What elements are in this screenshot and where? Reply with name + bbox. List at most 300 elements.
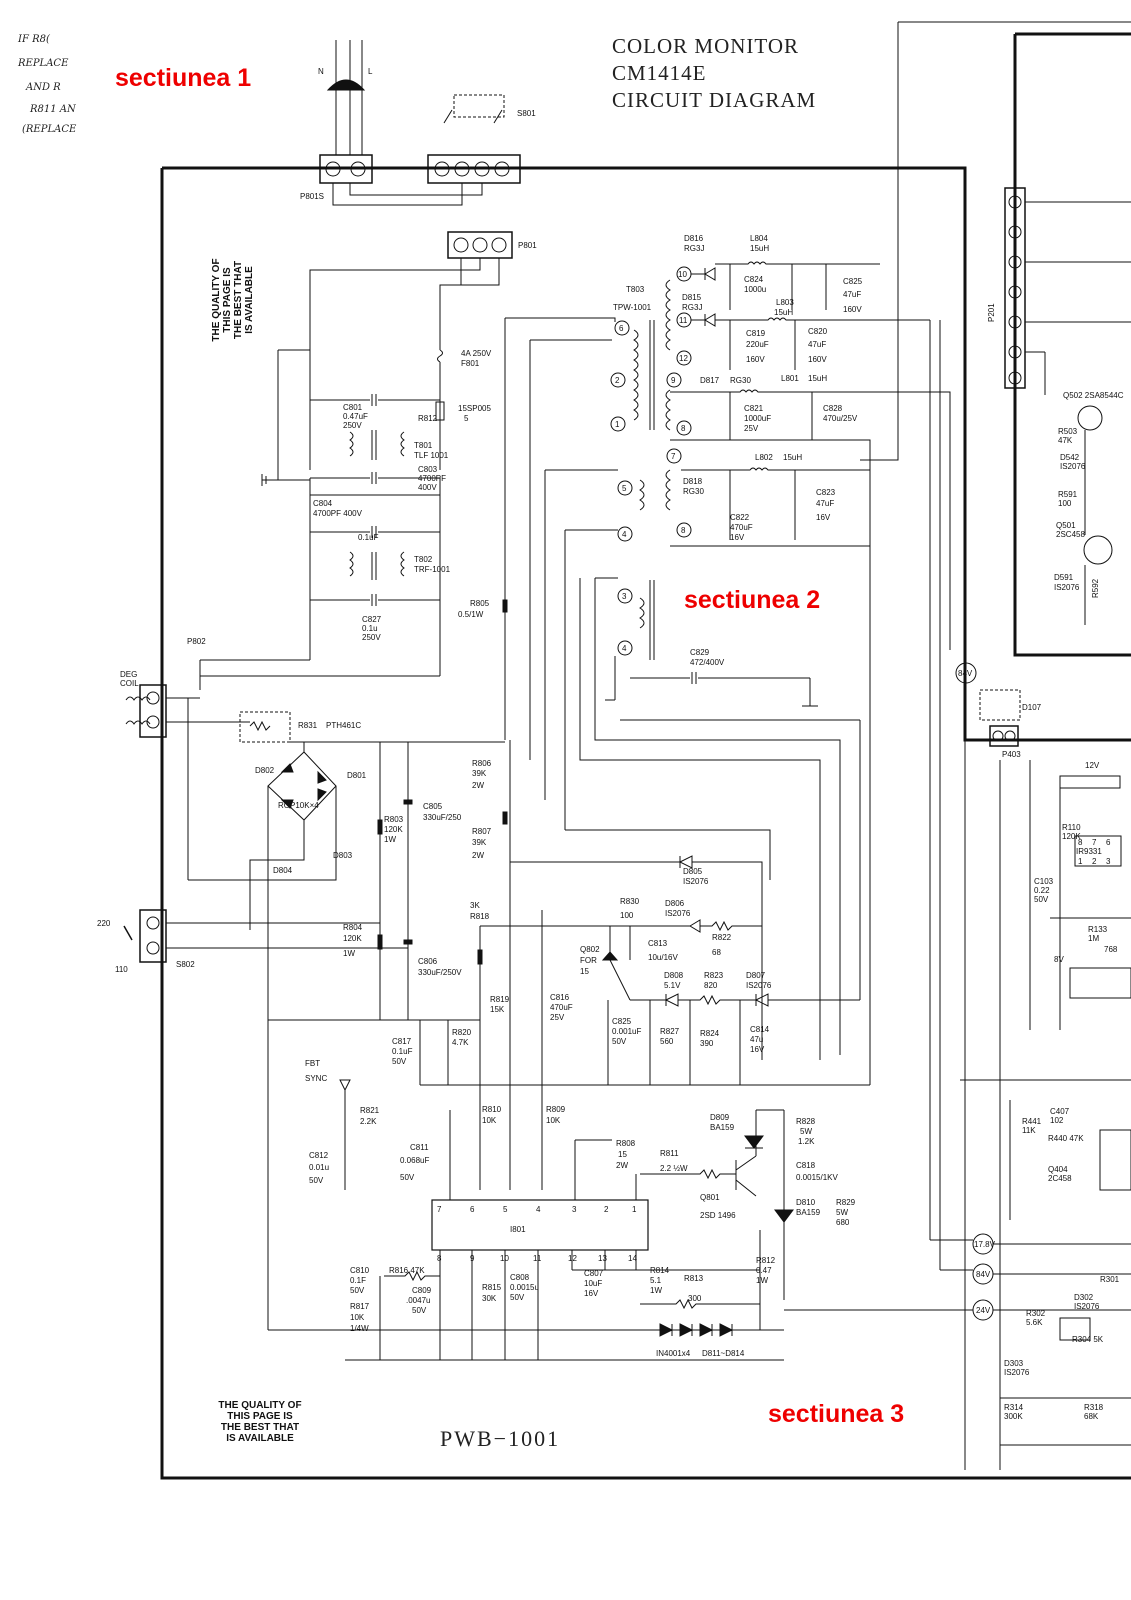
r818-value: 3K xyxy=(470,901,480,910)
t802-part: TRF-1001 xyxy=(414,565,451,574)
q801-part: 2SD 1496 xyxy=(700,1211,736,1220)
c807-voltage: 16V xyxy=(584,1289,599,1298)
r817-value: 10K xyxy=(350,1313,365,1322)
q404-ref: Q404 xyxy=(1048,1165,1068,1174)
t803-pin-5: 5 xyxy=(622,484,627,493)
r813-value: 300 xyxy=(688,1294,702,1303)
c803-voltage: 400V xyxy=(418,483,437,492)
c824-ref: C824 xyxy=(744,275,764,284)
c814-ref: C814 xyxy=(750,1025,770,1034)
ic331-part: IR9331 xyxy=(1076,847,1102,856)
c825b-ref: C825 xyxy=(612,1017,632,1026)
c820-voltage: 160V xyxy=(808,355,827,364)
r803-power: 1W xyxy=(384,835,396,844)
l804-value: 15uH xyxy=(750,244,770,253)
i801-pin-5: 5 xyxy=(503,1205,508,1214)
r817-power: 1/4W xyxy=(350,1324,369,1333)
c811-ref: C811 xyxy=(410,1143,429,1152)
d808-value: 5.1V xyxy=(664,981,681,990)
c803-ref: C803 xyxy=(418,465,438,474)
c828-ref: C828 xyxy=(823,404,843,413)
c828-value: 470u/25V xyxy=(823,414,858,423)
r829-power: 5W xyxy=(836,1208,848,1217)
t803-pin-11: 11 xyxy=(679,316,688,325)
line-filter xyxy=(187,318,507,740)
t802-ref: T802 xyxy=(414,555,433,564)
c407-value: 102 xyxy=(1050,1116,1064,1125)
r824-ref: R824 xyxy=(700,1029,720,1038)
r503-ref: R503 xyxy=(1058,427,1078,436)
r814-ref: R814 xyxy=(650,1266,670,1275)
r823-ref: R823 xyxy=(704,971,724,980)
l802-value: 15uH xyxy=(783,453,803,462)
r815-ref: R815 xyxy=(482,1283,502,1292)
v110-label: 110 xyxy=(115,965,128,974)
r810-value: 10K xyxy=(482,1116,497,1125)
q802-15: 15 xyxy=(580,967,589,976)
r807-power: 2W xyxy=(472,851,484,860)
r817-ref: R817 xyxy=(350,1302,370,1311)
title-line-1: COLOR MONITOR xyxy=(612,34,800,58)
c821-voltage: 25V xyxy=(744,424,759,433)
t803-pin-4: 4 xyxy=(622,530,627,539)
d807-ref: D807 xyxy=(746,971,766,980)
d815-ref: D815 xyxy=(682,293,702,302)
r829-ref: R829 xyxy=(836,1198,856,1207)
i801-pin-7: 7 xyxy=(437,1205,442,1214)
r812b-value: 0.47 xyxy=(756,1266,772,1275)
l801-ref: L801 xyxy=(781,374,799,383)
c809-ref: C809 xyxy=(412,1286,432,1295)
r812b-ref: R812 xyxy=(756,1256,776,1265)
r812-value: 5 xyxy=(464,414,469,423)
d818-ref: D818 xyxy=(683,477,703,486)
c804-ref: C804 xyxy=(313,499,333,508)
board-outline xyxy=(162,22,1131,1478)
c822-value: 470uF xyxy=(730,523,753,532)
r808-power: 2W xyxy=(616,1161,628,1170)
handwritten-note-1: IF R8( xyxy=(18,34,50,45)
d804-label: D804 xyxy=(273,866,293,875)
d817-part: RG30 xyxy=(730,376,751,385)
c805-value: 330uF/250 xyxy=(423,813,462,822)
degauss xyxy=(120,670,505,880)
c817-value: 0.1uF xyxy=(392,1047,413,1056)
quality-line: THE QUALITY OF xyxy=(218,1400,302,1411)
title-line-3: CIRCUIT DIAGRAM xyxy=(612,88,817,112)
v12-label: 12V xyxy=(1085,761,1100,770)
d806-part: IS2076 xyxy=(665,909,691,918)
deg-label: DEG xyxy=(120,670,138,679)
c808-value: 0.0015u xyxy=(510,1283,539,1292)
r806-ref: R806 xyxy=(472,759,492,768)
d816-part: RG3J xyxy=(684,244,705,253)
d303-part: IS2076 xyxy=(1004,1368,1030,1377)
r803-value: 120K xyxy=(384,825,403,834)
c818-value: 0.0015/1KV xyxy=(796,1173,838,1182)
c817-ref: C817 xyxy=(392,1037,412,1046)
r805-value: 0.5/1W xyxy=(458,610,484,619)
r804-power: 1W xyxy=(343,949,355,958)
i801-pin-2: 2 xyxy=(604,1205,609,1214)
d591-part: IS2076 xyxy=(1054,583,1080,592)
v220-label: 220 xyxy=(97,919,111,928)
l801-value: 15uH xyxy=(808,374,828,383)
r804-ref: R804 xyxy=(343,923,363,932)
d542-part: IS2076 xyxy=(1060,462,1086,471)
r302-value: 5.6K xyxy=(1026,1318,1043,1327)
quality-line: THE BEST THAT xyxy=(233,260,244,340)
r110-value: 120K xyxy=(1062,832,1081,841)
p201-label: P201 xyxy=(987,303,996,322)
s802-label: S802 xyxy=(176,960,195,969)
r820-value: 4.7K xyxy=(452,1038,469,1047)
r806-power: 2W xyxy=(472,781,484,790)
c827-ref: C827 xyxy=(362,615,382,624)
t801-ref: T801 xyxy=(414,441,433,450)
diodes-part: IN4001x4 xyxy=(656,1349,691,1358)
i801-pin-9: 9 xyxy=(470,1254,475,1263)
f801-value: 4A 250V xyxy=(461,349,492,358)
c819-value: 220uF xyxy=(746,340,769,349)
coil-label: COIL xyxy=(120,679,139,688)
c806-value: 330uF/250V xyxy=(418,968,462,977)
c820-ref: C820 xyxy=(808,327,828,336)
c823-value: 47uF xyxy=(816,499,835,508)
r304-label: R304 5K xyxy=(1072,1335,1104,1344)
c812-voltage: 50V xyxy=(309,1176,324,1185)
r808-value: 15 xyxy=(618,1150,627,1159)
i801-pin-3: 3 xyxy=(572,1205,577,1214)
r314-value: 300K xyxy=(1004,1412,1023,1421)
d801-label: D801 xyxy=(347,771,367,780)
c823-ref: C823 xyxy=(816,488,836,497)
r110-ref: R110 xyxy=(1062,823,1081,832)
d302-part: IS2076 xyxy=(1074,1302,1100,1311)
t803-pin-8b: 8 xyxy=(681,526,686,535)
r591-ref: R591 xyxy=(1058,490,1078,499)
t803-pin-1: 1 xyxy=(615,420,620,429)
handwritten-note-5: (REPLACE xyxy=(22,124,77,135)
i801-pin-11: 11 xyxy=(533,1254,542,1263)
board-label: PWB−1001 xyxy=(440,1426,561,1451)
r812b-power: 1W xyxy=(756,1276,768,1285)
r302-ref: R302 xyxy=(1026,1309,1046,1318)
d809-ref: D809 xyxy=(710,1113,730,1122)
r818-ref: R818 xyxy=(470,912,490,921)
r811-value: 2.2 ½W xyxy=(660,1164,688,1173)
quality-line: THIS PAGE IS xyxy=(227,1411,293,1422)
d815-part: RG3J xyxy=(682,303,703,312)
d807-part: IS2076 xyxy=(746,981,772,990)
c821-value: 1000uF xyxy=(744,414,772,423)
c827-value: 0.1u xyxy=(362,624,378,633)
r810-ref: R810 xyxy=(482,1105,502,1114)
r440-label: R440 47K xyxy=(1048,1134,1084,1143)
r768-label: 768 xyxy=(1104,945,1118,954)
v8-label: 8V xyxy=(1054,955,1064,964)
d808-ref: D808 xyxy=(664,971,684,980)
i801-pin-14: 14 xyxy=(628,1254,637,1263)
q501-part: 2SC458 xyxy=(1056,530,1085,539)
c817-voltage: 50V xyxy=(392,1057,407,1066)
v84-label: 84V xyxy=(958,669,973,678)
r821-value: 2.2K xyxy=(360,1117,377,1126)
p403-label: P403 xyxy=(1002,750,1021,759)
r133-value: 1M xyxy=(1088,934,1100,943)
handwritten-note-4: R811 AN xyxy=(30,104,76,115)
fbt-label: FBT xyxy=(305,1059,321,1068)
q802-ref: Q802 xyxy=(580,945,600,954)
d816-ref: D816 xyxy=(684,234,704,243)
r503-value: 47K xyxy=(1058,436,1073,445)
ic331-pin-3: 3 xyxy=(1106,857,1111,866)
section-label-1: sectiunea 1 xyxy=(115,64,252,92)
r803-ref: R803 xyxy=(384,815,404,824)
r827-ref: R827 xyxy=(660,1027,680,1036)
r828-value: 1.2K xyxy=(798,1137,815,1146)
c821-ref: C821 xyxy=(744,404,764,413)
c825b-value: 0.001uF xyxy=(612,1027,642,1036)
c810-value: 0.1F xyxy=(350,1276,367,1285)
c824-value: 1000u xyxy=(744,285,767,294)
c825-ref: C825 xyxy=(843,277,863,286)
c827-voltage: 250V xyxy=(362,633,381,642)
r807-value: 39K xyxy=(472,838,487,847)
r591-value: 100 xyxy=(1058,499,1072,508)
ic331-pin-1: 1 xyxy=(1078,857,1083,866)
l803-value: 15uH xyxy=(774,308,794,317)
r816-label: R816 47K xyxy=(389,1266,425,1275)
r828-ref: R828 xyxy=(796,1117,816,1126)
i801-pin-6: 6 xyxy=(470,1205,475,1214)
i801-pin-13: 13 xyxy=(598,1254,607,1263)
t803-pin-7: 7 xyxy=(671,452,676,461)
c829-value: 472/400V xyxy=(690,658,725,667)
quality-line: THIS PAGE IS xyxy=(222,267,233,333)
quality-line: THE BEST THAT xyxy=(220,1422,300,1433)
d802-label: D802 xyxy=(255,766,275,775)
c816-ref: C816 xyxy=(550,993,570,1002)
c823-voltage: 16V xyxy=(816,513,831,522)
r812-ref: R812 xyxy=(418,414,438,423)
r830-value: 100 xyxy=(620,911,634,920)
c812-ref: C812 xyxy=(309,1151,329,1160)
ic331-pin-8: 8 xyxy=(1078,838,1083,847)
sync-label: SYNC xyxy=(305,1074,328,1083)
t803-pin-12: 12 xyxy=(679,354,688,363)
c820-value: 47uF xyxy=(808,340,827,349)
mains-input xyxy=(300,40,537,350)
d803-label: D803 xyxy=(333,851,353,860)
c816-voltage: 25V xyxy=(550,1013,565,1022)
r822-ref: R822 xyxy=(712,933,732,942)
c806-ref: C806 xyxy=(418,957,438,966)
c825-voltage: 160V xyxy=(843,305,862,314)
i801-pin-8: 8 xyxy=(437,1254,442,1263)
q502-label: Q502 2SA8544C xyxy=(1063,391,1124,400)
r318-value: 68K xyxy=(1084,1412,1099,1421)
c814-value: 47u xyxy=(750,1035,764,1044)
c819-voltage: 160V xyxy=(746,355,765,364)
r809-ref: R809 xyxy=(546,1105,566,1114)
f801-ref: F801 xyxy=(461,359,480,368)
d542-ref: D542 xyxy=(1060,453,1080,462)
c811-value: 0.068uF xyxy=(400,1156,430,1165)
section-label-3: sectiunea 3 xyxy=(768,1400,905,1428)
r828-power: 5W xyxy=(800,1127,812,1136)
c804-value: 4700PF 400V xyxy=(313,509,362,518)
c807-value: 10uF xyxy=(584,1279,603,1288)
r831-part: PTH461C xyxy=(326,721,362,730)
d303-ref: D303 xyxy=(1004,1359,1024,1368)
r815-value: 30K xyxy=(482,1294,497,1303)
v17-label: 17.8V xyxy=(974,1240,995,1249)
c801-voltage: 250V xyxy=(343,421,362,430)
l804-ref: L804 xyxy=(750,234,768,243)
r808-ref: R808 xyxy=(616,1139,636,1148)
quality-line: IS AVAILABLE xyxy=(226,1433,294,1444)
mains-l-label: L xyxy=(368,67,373,76)
c103-value: 0.22 xyxy=(1034,886,1050,895)
c809-value: .0047u xyxy=(406,1296,431,1305)
r820-ref: R820 xyxy=(452,1028,472,1037)
c812-value: 0.01u xyxy=(309,1163,330,1172)
bridge-part: RGP10K×4 xyxy=(278,801,319,810)
c819-ref: C819 xyxy=(746,329,766,338)
t803-pin-9: 9 xyxy=(671,376,676,385)
p801-label: P801 xyxy=(518,241,537,250)
r829-value: 680 xyxy=(836,1218,850,1227)
d591-ref: D591 xyxy=(1054,573,1074,582)
t803-pin-3: 3 xyxy=(622,592,627,601)
r133-ref: R133 xyxy=(1088,925,1108,934)
r441-ref: R441 xyxy=(1022,1117,1042,1126)
ic331-pin-7: 7 xyxy=(1092,838,1097,847)
c813-value: 10u/16V xyxy=(648,953,678,962)
d810-part: BA159 xyxy=(796,1208,821,1217)
mains-n-label: N xyxy=(318,67,324,76)
c816-value: 470uF xyxy=(550,1003,573,1012)
secondary-outputs xyxy=(565,234,950,1270)
d809-part: BA159 xyxy=(710,1123,735,1132)
c813-ref: C813 xyxy=(648,939,668,948)
c818-ref: C818 xyxy=(796,1161,816,1170)
diodes-ref: D811~D814 xyxy=(702,1349,745,1358)
p801s-label: P801S xyxy=(300,192,325,201)
t803-pin-4b: 4 xyxy=(622,644,627,653)
r806-value: 39K xyxy=(472,769,487,778)
r822-value: 68 xyxy=(712,948,721,957)
r827-value: 560 xyxy=(660,1037,674,1046)
r809-value: 10K xyxy=(546,1116,561,1125)
c814-voltage: 16V xyxy=(750,1045,765,1054)
c801-ref: C801 xyxy=(343,403,363,412)
c808-ref: C808 xyxy=(510,1273,530,1282)
i801-pin-12: 12 xyxy=(568,1254,577,1263)
c801-value: 0.47uF xyxy=(343,412,368,421)
q801-ref: Q801 xyxy=(700,1193,720,1202)
d805-part: IS2076 xyxy=(683,877,709,886)
c805-ref: C805 xyxy=(423,802,443,811)
r318-ref: R318 xyxy=(1084,1403,1104,1412)
r819-value: 15K xyxy=(490,1005,505,1014)
r441-value: 11K xyxy=(1022,1126,1036,1135)
t803-pin-6: 6 xyxy=(619,324,624,333)
ic331-pin-6: 6 xyxy=(1106,838,1111,847)
c810-ref: C810 xyxy=(350,1266,370,1275)
c811-voltage: 50V xyxy=(400,1173,415,1182)
c822-ref: C822 xyxy=(730,513,750,522)
d302-ref: D302 xyxy=(1074,1293,1094,1302)
transformer-t803 xyxy=(505,267,821,830)
s801-label: S801 xyxy=(517,109,536,118)
c-0-1uf-value: 0.1uF xyxy=(358,533,379,542)
d107-label: D107 xyxy=(1022,703,1042,712)
d817-ref: D817 xyxy=(700,376,720,385)
i801-pin-10: 10 xyxy=(500,1254,509,1263)
v84b-label: 84V xyxy=(976,1270,991,1279)
r807-ref: R807 xyxy=(472,827,492,836)
r805-ref: R805 xyxy=(470,599,490,608)
t803-part: TPW-1001 xyxy=(613,303,652,312)
c810-voltage: 50V xyxy=(350,1286,365,1295)
bulk-section xyxy=(343,742,507,1020)
d818-part: RG30 xyxy=(683,487,704,496)
c829-ref: C829 xyxy=(690,648,710,657)
i801-pin-4: 4 xyxy=(536,1205,541,1214)
r592-label: R592 xyxy=(1091,578,1100,598)
ic331-pin-2: 2 xyxy=(1092,857,1097,866)
r301-label: R301 xyxy=(1100,1275,1120,1284)
q802-for: FOR xyxy=(580,956,597,965)
t801-part: TLF 1001 xyxy=(414,451,449,460)
r812-part: 15SP005 xyxy=(458,404,491,413)
r814-power: 1W xyxy=(650,1286,662,1295)
c407-ref: C407 xyxy=(1050,1107,1070,1116)
r824-value: 390 xyxy=(700,1039,714,1048)
i801-pin-1: 1 xyxy=(632,1205,637,1214)
handwritten-note-3: AND R xyxy=(26,82,61,93)
c803-value: 4700PF xyxy=(418,474,447,483)
r830-ref: R830 xyxy=(620,897,640,906)
d805-ref: D805 xyxy=(683,867,703,876)
v24-label: 24V xyxy=(976,1306,991,1315)
r804-value: 120K xyxy=(343,934,362,943)
r814-value: 5.1 xyxy=(650,1276,662,1285)
i801-ref: I801 xyxy=(510,1225,526,1234)
c822-voltage: 16V xyxy=(730,533,745,542)
p802-label: P802 xyxy=(187,637,206,646)
q501-ref: Q501 xyxy=(1056,521,1076,530)
t803-pin-2: 2 xyxy=(615,376,620,385)
c808-voltage: 50V xyxy=(510,1293,525,1302)
r314-ref: R314 xyxy=(1004,1403,1024,1412)
bridge-rectifier xyxy=(188,742,420,1020)
d810-ref: D810 xyxy=(796,1198,816,1207)
r823-value: 820 xyxy=(704,981,718,990)
c825-value: 47uF xyxy=(843,290,862,299)
r813-ref: R813 xyxy=(684,1274,704,1283)
section-label-2: sectiunea 2 xyxy=(684,586,821,614)
c809-voltage: 50V xyxy=(412,1306,427,1315)
r811-ref: R811 xyxy=(660,1149,679,1158)
quality-line: IS AVAILABLE xyxy=(244,266,255,334)
r819-ref: R819 xyxy=(490,995,510,1004)
t803-ref: T803 xyxy=(626,285,645,294)
handwritten-note-2: REPLACE xyxy=(18,58,69,69)
r831-ref: R831 xyxy=(298,721,318,730)
